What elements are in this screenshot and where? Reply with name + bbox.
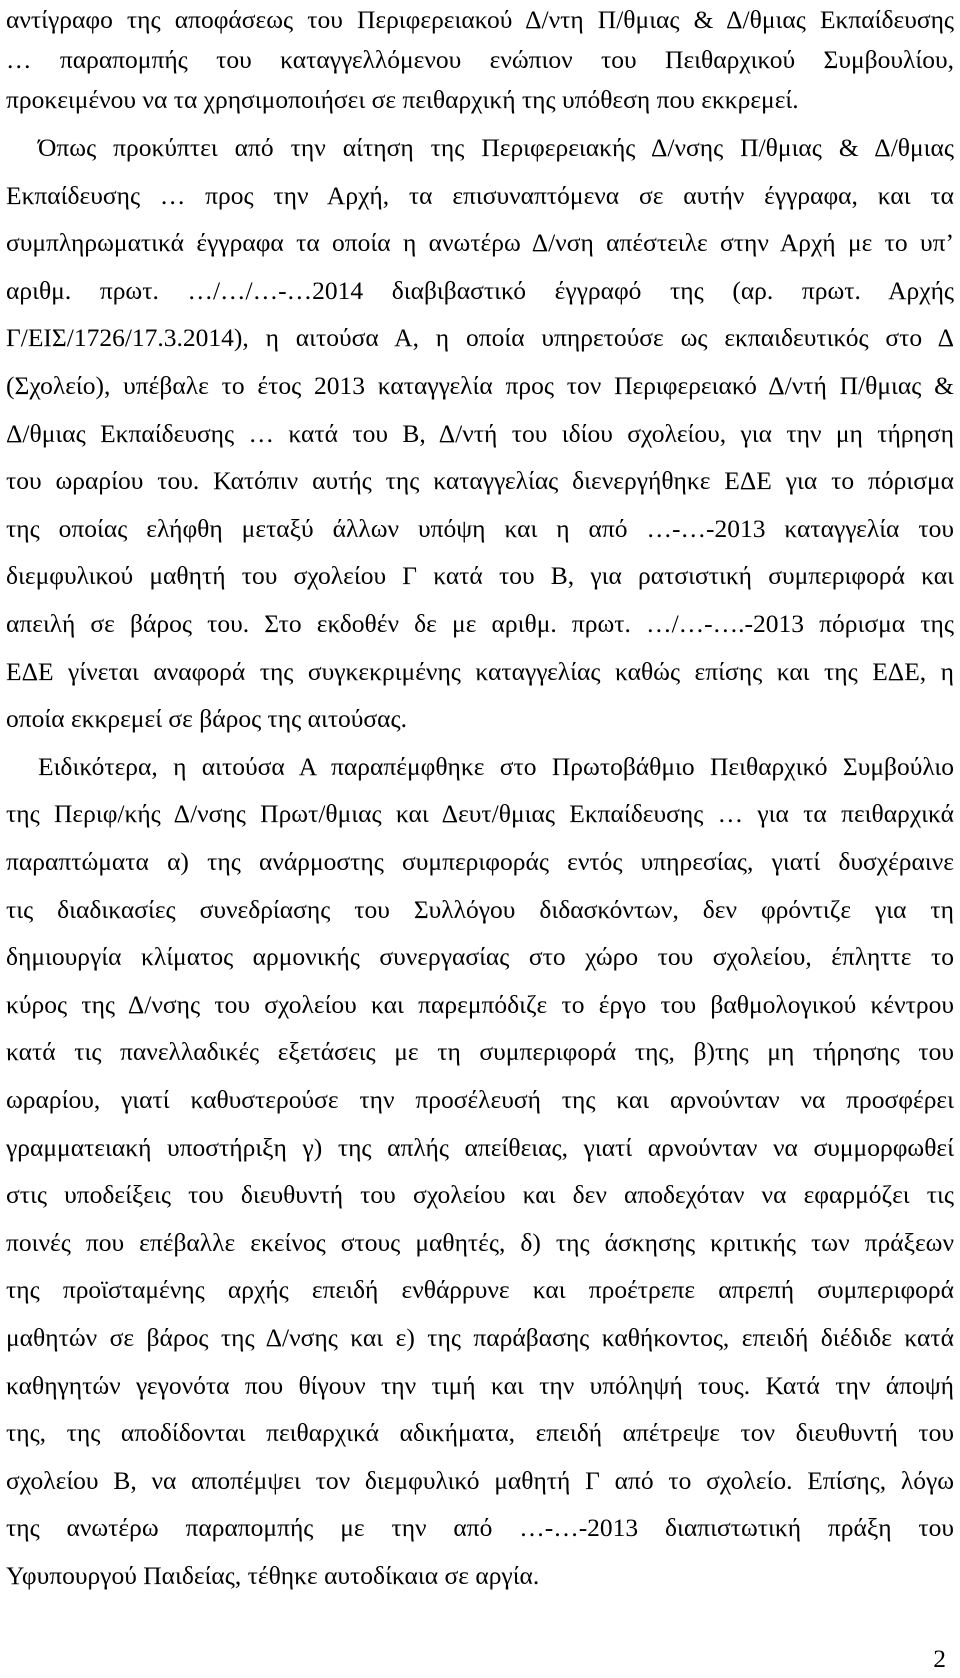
text-line-27: ποινές που επέβαλλε εκείνος στους μαθητές, δ) της άσκησης κριτικής των πράξεων — [6, 1228, 954, 1257]
text-line-15: ΕΔΕ γίνεται αναφορά της συγκεκριμένης καταγγελίας καθώς επίσης και της ΕΔΕ, η — [6, 657, 954, 686]
text-line-33: της ανωτέρω παραπομπής με την από …-…-2013 διαπιστωτική πράξη του — [6, 1513, 954, 1542]
text-line-10: Δ/θμιας Εκπαίδευσης … κατά του Β, Δ/ντή του ιδίου σχολείου, για την μη τήρηση — [6, 419, 954, 448]
text-line-2: … παραπομπής του καταγγελλόμενου ενώπιον του Πειθαρχικού Συμβουλίου, — [6, 45, 954, 74]
text-line-34: Υφυπουργού Παιδείας, τέθηκε αυτοδίκαια σε αργία. — [6, 1561, 540, 1590]
text-line-21: δημιουργία κλίματος αρμονικής συνεργασίας στο χώρο του σχολείου, έπληττε το — [6, 942, 954, 971]
text-line-12: της οποίας ελήφθη μεταξύ άλλων υπόψη και η από …-…-2013 καταγγελία του — [6, 514, 954, 543]
text-line-4: Όπως προκύπτει από την αίτηση της Περιφερειακής Δ/νσης Π/θμιας & Δ/θμιας — [38, 133, 954, 162]
text-line-20: τις διαδικασίες συνεδρίασης του Συλλόγου διδασκόντων, δεν φρόντιζε για τη — [6, 895, 954, 924]
text-line-22: κύρος της Δ/νσης του σχολείου και παρεμπόδιζε το έργο του βαθμολογικού κέντρου — [6, 990, 954, 1019]
text-line-17: Ειδικότερα, η αιτούσα Α παραπέμφθηκε στο Πρωτοβάθμιο Πειθαρχικό Συμβούλιο — [38, 752, 954, 781]
text-line-1: αντίγραφο της αποφάσεως του Περιφερειακού Δ/ντη Π/θμιας & Δ/θμιας Εκπαίδευσης — [6, 5, 954, 34]
text-line-11: του ωραρίου του. Κατόπιν αυτής της καταγγελίας διενεργήθηκε ΕΔΕ για το πόρισμα — [6, 466, 954, 495]
text-line-7: αριθμ. πρωτ. …/…/…-…2014 διαβιβαστικό έγγραφό της (αρ. πρωτ. Αρχής — [6, 276, 954, 305]
text-line-14: απειλή σε βάρος του. Στο εκδοθέν δε με αριθμ. πρωτ. …/…-….-2013 πόρισμα της — [6, 609, 954, 638]
text-line-6: συμπληρωματικά έγγραφα τα οποία η ανωτέρω Δ/νση απέστειλε στην Αρχή με το υπ’ — [6, 228, 954, 257]
text-line-13: διεμφυλικού μαθητή του σχολείου Γ κατά του Β, για ρατσιστική συμπεριφορά και — [6, 561, 954, 590]
text-line-29: μαθητών σε βάρος της Δ/νσης και ε) της παράβασης καθήκοντος, επειδή διέδιδε κατά — [6, 1323, 954, 1352]
text-line-25: γραμματειακή υποστήριξη γ) της απλής απείθειας, γιατί αρνούνταν να συμμορφωθεί — [6, 1133, 954, 1162]
text-line-5: Εκπαίδευσης … προς την Αρχή, τα επισυναπτόμενα σε αυτήν έγγραφα, και τα — [6, 181, 954, 210]
text-line-24: ωραρίου, γιατί καθυστερούσε την προσέλευσή της και αρνούνταν να προσφέρει — [6, 1085, 954, 1114]
text-line-32: σχολείου Β, να αποπέμψει τον διεμφυλικό μαθητή Γ από το σχολείο. Επίσης, λόγω — [6, 1466, 954, 1495]
text-line-9: (Σχολείο), υπέβαλε το έτος 2013 καταγγελία προς τον Περιφερειακό Δ/ντή Π/θμιας & — [6, 371, 954, 400]
text-line-19: παραπτώματα α) της ανάρμοστης συμπεριφοράς εντός υπηρεσίας, γιατί δυσχέραινε — [6, 847, 954, 876]
text-line-31: της, της αποδίδονται πειθαρχικά αδικήματα, επειδή απέτρεψε τον διευθυντή του — [6, 1418, 954, 1447]
text-line-30: καθηγητών γεγονότα που θίγουν την τιμή και την υπόληψή τους. Κατά την άποψή — [6, 1371, 954, 1400]
text-line-16: οποία εκκρεμεί σε βάρος της αιτούσας. — [6, 704, 408, 733]
page-number: 2 — [933, 1644, 946, 1673]
text-line-23: κατά τις πανελλαδικές εξετάσεις με τη συμπεριφορά της, β)της μη τήρησης του — [6, 1037, 954, 1066]
text-line-18: της Περιφ/κής Δ/νσης Πρωτ/θμιας και Δευτ/θμιας Εκπαίδευσης … για τα πειθαρχικά — [6, 799, 954, 828]
text-line-28: της προϊσταμένης αρχής επειδή ενθάρρυνε και προέτρεπε απρεπή συμπεριφορά — [6, 1275, 954, 1304]
text-line-8: Γ/ΕΙΣ/1726/17.3.2014), η αιτούσα Α, η οποία υπηρετούσε ως εκπαιδευτικός στο Δ — [6, 323, 954, 352]
text-line-26: στις υποδείξεις του διευθυντή του σχολείου και δεν αποδεχόταν να εφαρμόζει τις — [6, 1180, 954, 1209]
text-line-3: προκειμένου να τα χρησιμοποιήσει σε πειθαρχική της υπόθεση που εκκρεμεί. — [6, 85, 799, 114]
